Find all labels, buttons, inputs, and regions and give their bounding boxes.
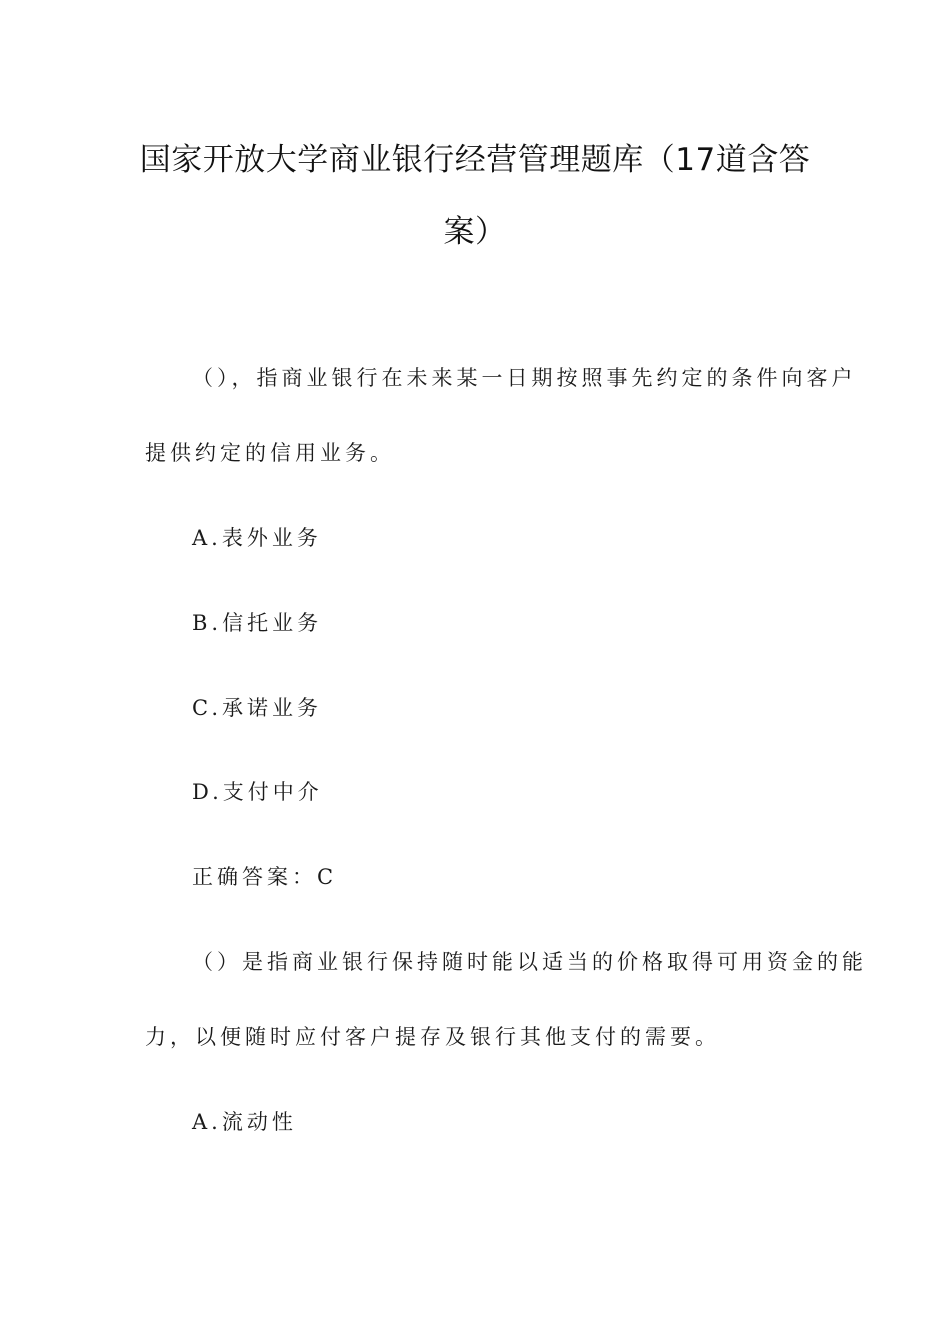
question-1-stem-line-2: 提供约定的信用业务。 — [145, 441, 395, 465]
question-2-option-a: A.流动性 — [192, 1110, 297, 1134]
question-1-option-b: B.信托业务 — [192, 611, 323, 635]
question-1-answer: 正确答案：C — [192, 865, 338, 889]
question-1-option-d: D.支付中介 — [192, 780, 323, 804]
question-2-stem-line-1: （）是指商业银行保持随时能以适当的价格取得可用资金的能 — [192, 950, 867, 974]
question-1-stem-line-1: （），指商业银行在未来某一日期按照事先约定的条件向客户 — [192, 366, 857, 390]
question-1-option-a: A.表外业务 — [192, 526, 322, 550]
document-title-line-2: 案） — [443, 214, 507, 250]
question-2-stem-line-2: 力，以便随时应付客户提存及银行其他支付的需要。 — [145, 1025, 720, 1049]
question-1-option-c: C.承诺业务 — [192, 696, 322, 720]
document-title-line-1: 国家开放大学商业银行经营管理题库（17道含答 — [139, 142, 811, 178]
